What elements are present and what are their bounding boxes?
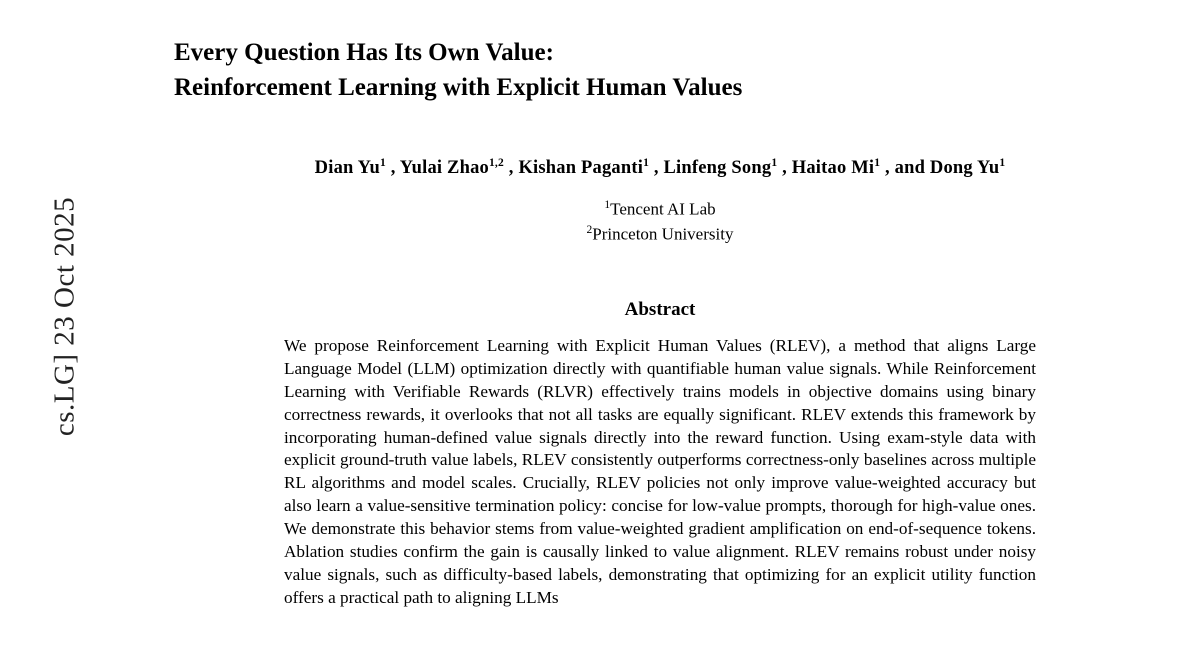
author-separator: , <box>777 158 792 179</box>
author-affil-marker: 1 <box>643 157 650 169</box>
author-list <box>120 157 1200 179</box>
author-separator: , and <box>880 158 930 179</box>
affiliation-marker: 2 <box>586 223 593 236</box>
arxiv-stamp-text: cs.LG] 23 Oct 2025 <box>48 196 81 437</box>
title-line-1: Every Question Has Its Own Value: <box>174 39 554 66</box>
author-name: Dian Yu <box>314 158 380 179</box>
author-name: Linfeng Song <box>663 158 772 179</box>
affiliation-list <box>120 197 1200 247</box>
paper-page <box>120 0 1200 648</box>
page-title <box>174 0 1034 105</box>
author-affil-marker: 1,2 <box>488 157 504 169</box>
author-entry <box>518 158 663 178</box>
author-separator: , <box>503 158 519 179</box>
author-entry <box>664 158 792 178</box>
affiliation-item <box>120 222 1200 247</box>
author-entry <box>315 158 400 178</box>
affiliation-item <box>120 197 1200 222</box>
author-affil-marker: 1 <box>999 157 1006 169</box>
abstract-text: We propose Reinforcement Learning with Explicit Human Values (RLEV), a method that aligns Large Language Model (LLM) optimization directly with quantifiable human value signals. While Reinforcement Learning with Verifiable Rewards (RLVR) effectively trains models in objective domains using binary correctness rewards, it overlooks that not all tasks are equally significant. RLEV extends this framework by incorporating human-defined value signals directly into the reward function. Using exam-style data with explicit ground-truth value labels, RLEV consistently outperforms correctness-only baselines across multiple RL algorithms and model scales. Crucially, RLEV policies not only improve value-weighted accuracy but also learn a value-sensitive termination policy: concise for low-value prompts, thorough for high-value ones. We demonstrate this behavior stems from value-weighted gradient amplification on end-of-sequence tokens. Ablation studies confirm the gain is causally linked to value alignment. RLEV remains robust under noisy value signals, such as difficulty-based labels, demonstrating that optimizing for an explicit utility function offers a practical path to aligning LLMs <box>284 335 1036 608</box>
title-line-2: Reinforcement Learning with Explicit Human Values <box>174 73 743 101</box>
author-separator: , <box>385 158 400 179</box>
author-affil-marker: 1 <box>874 157 881 169</box>
author-name: Yulai Zhao <box>399 158 489 179</box>
author-name: Kishan Paganti <box>518 158 644 179</box>
author-name: Haitao Mi <box>791 158 875 179</box>
abstract-heading: Abstract <box>624 298 696 320</box>
author-name: Dong Yu <box>929 158 1000 179</box>
author-entry <box>930 158 1005 178</box>
author-affil-marker: 1 <box>380 157 386 169</box>
author-affil-marker: 1 <box>771 157 778 169</box>
author-entry <box>792 158 930 178</box>
affiliation-name: Princeton University <box>592 224 734 244</box>
affiliation-name: Tencent AI Lab <box>610 199 716 219</box>
author-separator: , <box>649 158 664 179</box>
arxiv-stamp <box>0 0 120 648</box>
author-entry <box>400 158 519 178</box>
affiliation-marker: 1 <box>604 199 611 212</box>
